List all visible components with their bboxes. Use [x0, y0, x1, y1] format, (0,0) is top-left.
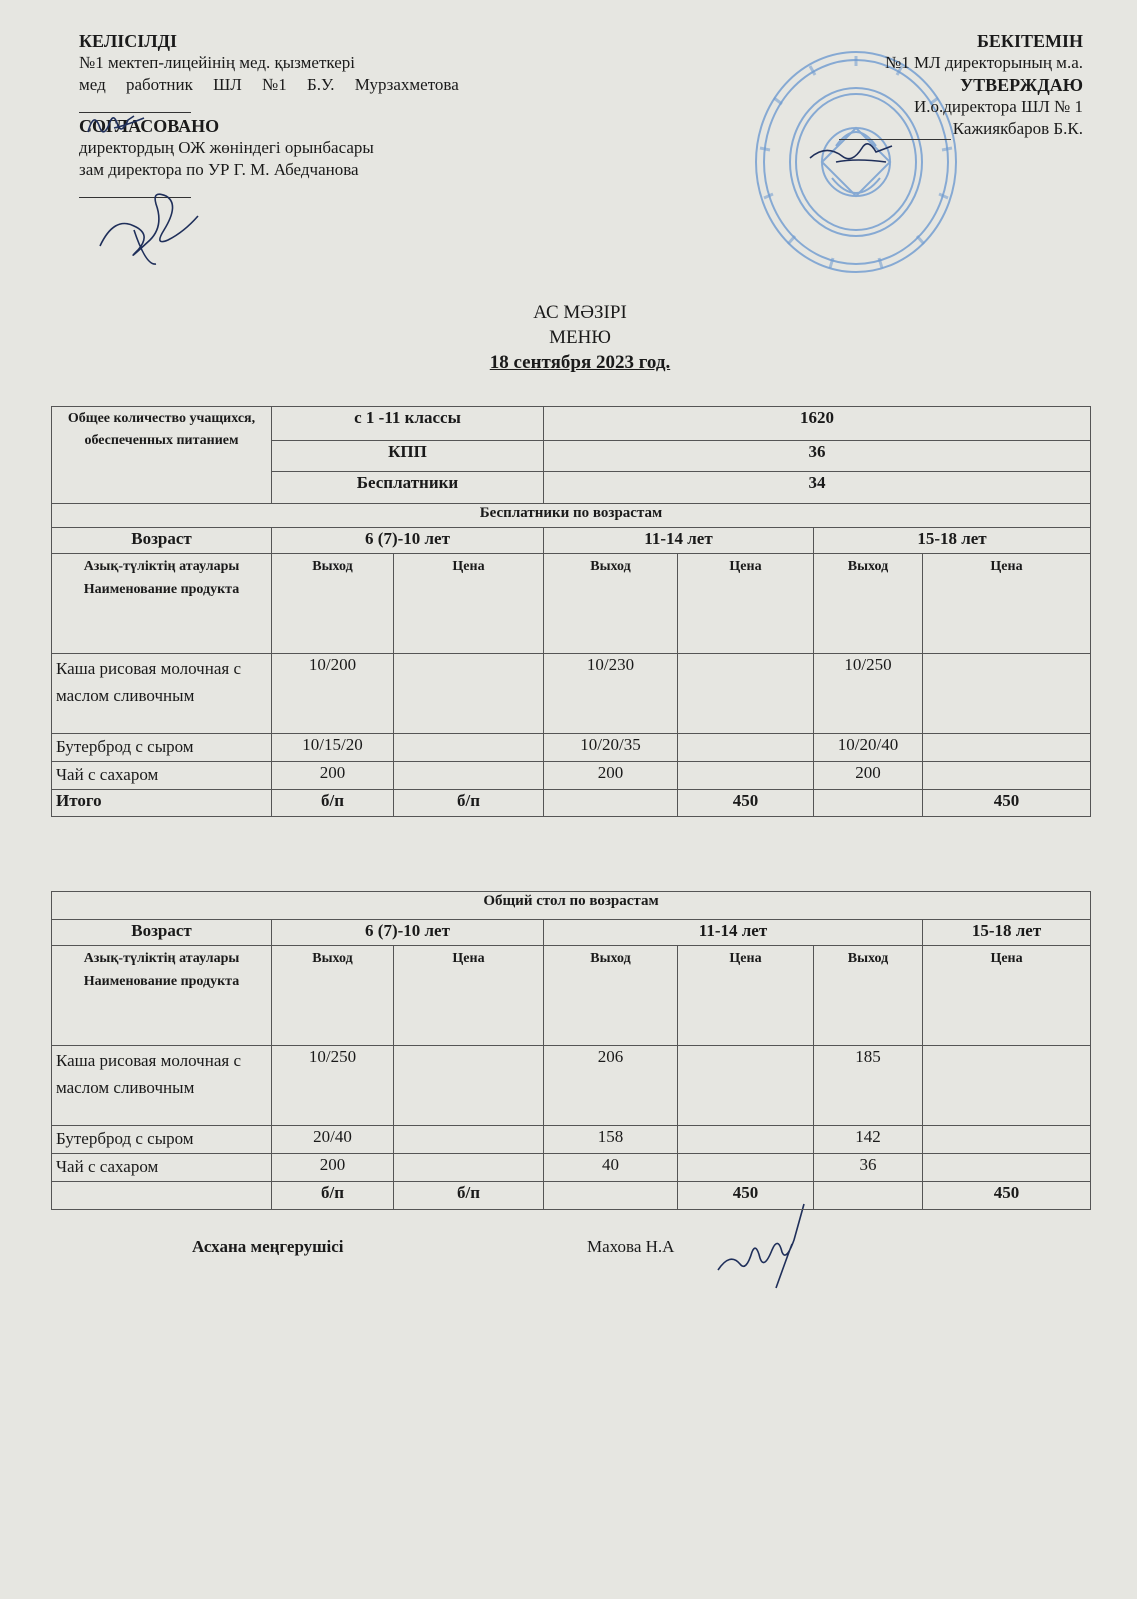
- cell-value: 206: [544, 1046, 678, 1126]
- count-label-1: с 1 -11 классы: [272, 407, 544, 441]
- menu-date: 18 сентября 2023 год.: [489, 352, 671, 373]
- cell-value: 142: [814, 1126, 923, 1154]
- free-meals-section-title: Бесплатники по возрастам: [52, 504, 1091, 528]
- total-value: б/п: [272, 790, 394, 817]
- agreed-line-2: мед работник ШЛ №1 Б.У. Мурзахметова: [79, 75, 459, 94]
- count-label-2: КПП: [272, 441, 544, 472]
- title-kz: АС МӘЗІРІ: [533, 302, 627, 323]
- total-value: б/п: [272, 1182, 394, 1210]
- cell-value: [394, 1046, 544, 1126]
- title-ru: МЕНЮ: [549, 327, 611, 348]
- product-name: Бутерброд с сыром: [52, 1126, 272, 1154]
- cell-value: 20/40: [272, 1126, 394, 1154]
- total-students-label: Общее количество учащихся, обеспеченных питанием: [52, 407, 272, 504]
- cell-value: [678, 762, 814, 790]
- cell-value: 10/15/20: [272, 734, 394, 762]
- total-value: [544, 1182, 678, 1210]
- sub-header-output: Выход: [272, 554, 394, 654]
- table-row: [52, 1126, 1091, 1154]
- cell-value: [923, 734, 1091, 762]
- cell-value: [678, 1126, 814, 1154]
- cell-value: [394, 654, 544, 734]
- cell-value: [923, 1046, 1091, 1126]
- total-value: [814, 790, 923, 817]
- cell-value: 185: [814, 1046, 923, 1126]
- agreed-line-1: №1 мектеп-лицейінің мед. қызметкері: [79, 53, 355, 72]
- age-label: Возраст: [52, 528, 272, 554]
- age-group-1: 6 (7)-10 лет: [272, 528, 544, 554]
- approval-line-1: №1 МЛ директорының м.а.: [885, 53, 1083, 72]
- cell-value: [678, 1046, 814, 1126]
- coordinated-line-1: директордың ОЖ жөніндегі орынбасары: [79, 138, 374, 157]
- product-name: Чай с сахаром: [52, 1154, 272, 1182]
- cell-value: [923, 1154, 1091, 1182]
- total-value: б/п: [394, 790, 544, 817]
- sub-header-price: Цена: [678, 554, 814, 654]
- approve-heading-kz: БЕКІТЕМІН: [977, 31, 1083, 51]
- table-row: [52, 762, 1091, 790]
- approval-block: [663, 30, 1083, 140]
- sub-header-price: Цена: [923, 554, 1091, 654]
- cell-value: 36: [814, 1154, 923, 1182]
- approve-heading-ru: УТВЕРЖДАЮ: [959, 75, 1083, 95]
- canteen-manager-signature: [716, 1200, 816, 1292]
- total-label: Итого: [52, 790, 272, 817]
- general-table-section-title: Общий стол по возрастам: [52, 892, 1091, 920]
- cell-value: 10/230: [544, 654, 678, 734]
- total-row: [52, 1182, 1091, 1210]
- free-meals-table: [51, 406, 1091, 817]
- cell-value: 10/250: [814, 654, 923, 734]
- product-name: Каша рисовая молочная с маслом сливочным: [52, 654, 272, 734]
- agreed-signature-line: [79, 96, 191, 113]
- agreement-block: [79, 30, 639, 200]
- count-value-3: 34: [544, 472, 1091, 504]
- cell-value: 40: [544, 1154, 678, 1182]
- product-name: Каша рисовая молочная с маслом сливочным: [52, 1046, 272, 1126]
- cell-value: 10/200: [272, 654, 394, 734]
- total-label: [52, 1182, 272, 1210]
- coordinated-line-2: зам директора по УР Г. М. Абедчанова: [79, 160, 359, 179]
- sub-header-price: Цена: [678, 946, 814, 1046]
- product-name-header: Азық-түліктің атаулары Наименование продукта: [52, 554, 272, 654]
- age-group-3: 15-18 лет: [923, 920, 1091, 946]
- total-value: 450: [923, 790, 1091, 817]
- sub-header-price: Цена: [394, 946, 544, 1046]
- product-name: Бутерброд с сыром: [52, 734, 272, 762]
- canteen-manager-name: Махова Н.А: [587, 1237, 675, 1256]
- count-label-3: Бесплатники: [272, 472, 544, 504]
- age-group-3: 15-18 лет: [814, 528, 1091, 554]
- total-value: [544, 790, 678, 817]
- approval-line-3: Кажиякбаров Б.К.: [952, 119, 1083, 138]
- cell-value: [923, 1126, 1091, 1154]
- canteen-manager-role: Асхана меңгерушісі: [192, 1237, 344, 1256]
- sub-header-price: Цена: [394, 554, 544, 654]
- sub-header-price: Цена: [923, 946, 1091, 1046]
- cell-value: 200: [272, 1154, 394, 1182]
- product-name: Чай с сахаром: [52, 762, 272, 790]
- total-row: [52, 790, 1091, 817]
- table-row: [52, 734, 1091, 762]
- count-value-2: 36: [544, 441, 1091, 472]
- cell-value: 200: [814, 762, 923, 790]
- age-group-2: 11-14 лет: [544, 528, 814, 554]
- approval-signature-row: [663, 118, 1083, 140]
- agreed-heading: КЕЛІСІЛДІ: [79, 31, 178, 51]
- table-row: [52, 1154, 1091, 1182]
- total-value: [814, 1182, 923, 1210]
- coordinated-heading: СОГЛАСОВАНО: [79, 116, 220, 136]
- total-value: 450: [678, 790, 814, 817]
- cell-value: [394, 1126, 544, 1154]
- cell-value: [678, 1154, 814, 1182]
- count-value-1: 1620: [544, 407, 1091, 441]
- product-name-header: Азық-түліктің атаулары Наименование продукта: [52, 946, 272, 1046]
- coordinated-signature-line: [79, 181, 191, 198]
- age-label: Возраст: [52, 920, 272, 946]
- total-value: 450: [923, 1182, 1091, 1210]
- sub-header-output: Выход: [544, 554, 678, 654]
- cell-value: [923, 762, 1091, 790]
- cell-value: 158: [544, 1126, 678, 1154]
- table-row: [52, 654, 1091, 734]
- cell-value: [394, 762, 544, 790]
- table-row: [52, 1046, 1091, 1126]
- age-group-1: 6 (7)-10 лет: [272, 920, 544, 946]
- cell-value: 200: [544, 762, 678, 790]
- age-group-2: 11-14 лет: [544, 920, 923, 946]
- cell-value: [678, 734, 814, 762]
- approval-line-2: И.о.директора ШЛ № 1: [913, 97, 1083, 116]
- cell-value: 10/20/40: [814, 734, 923, 762]
- cell-value: 10/250: [272, 1046, 394, 1126]
- cell-value: [678, 654, 814, 734]
- total-value: 450: [678, 1182, 814, 1210]
- sub-header-output: Выход: [272, 946, 394, 1046]
- sub-header-output: Выход: [814, 554, 923, 654]
- cell-value: [923, 654, 1091, 734]
- cell-value: 200: [272, 762, 394, 790]
- cell-value: 10/20/35: [544, 734, 678, 762]
- menu-title-block: [0, 300, 1137, 375]
- sub-header-output: Выход: [544, 946, 678, 1046]
- total-value: б/п: [394, 1182, 544, 1210]
- cell-value: [394, 1154, 544, 1182]
- cell-value: [394, 734, 544, 762]
- approval-signature-line: [839, 123, 951, 140]
- sub-header-output: Выход: [814, 946, 923, 1046]
- general-table-menu: [51, 891, 1091, 1210]
